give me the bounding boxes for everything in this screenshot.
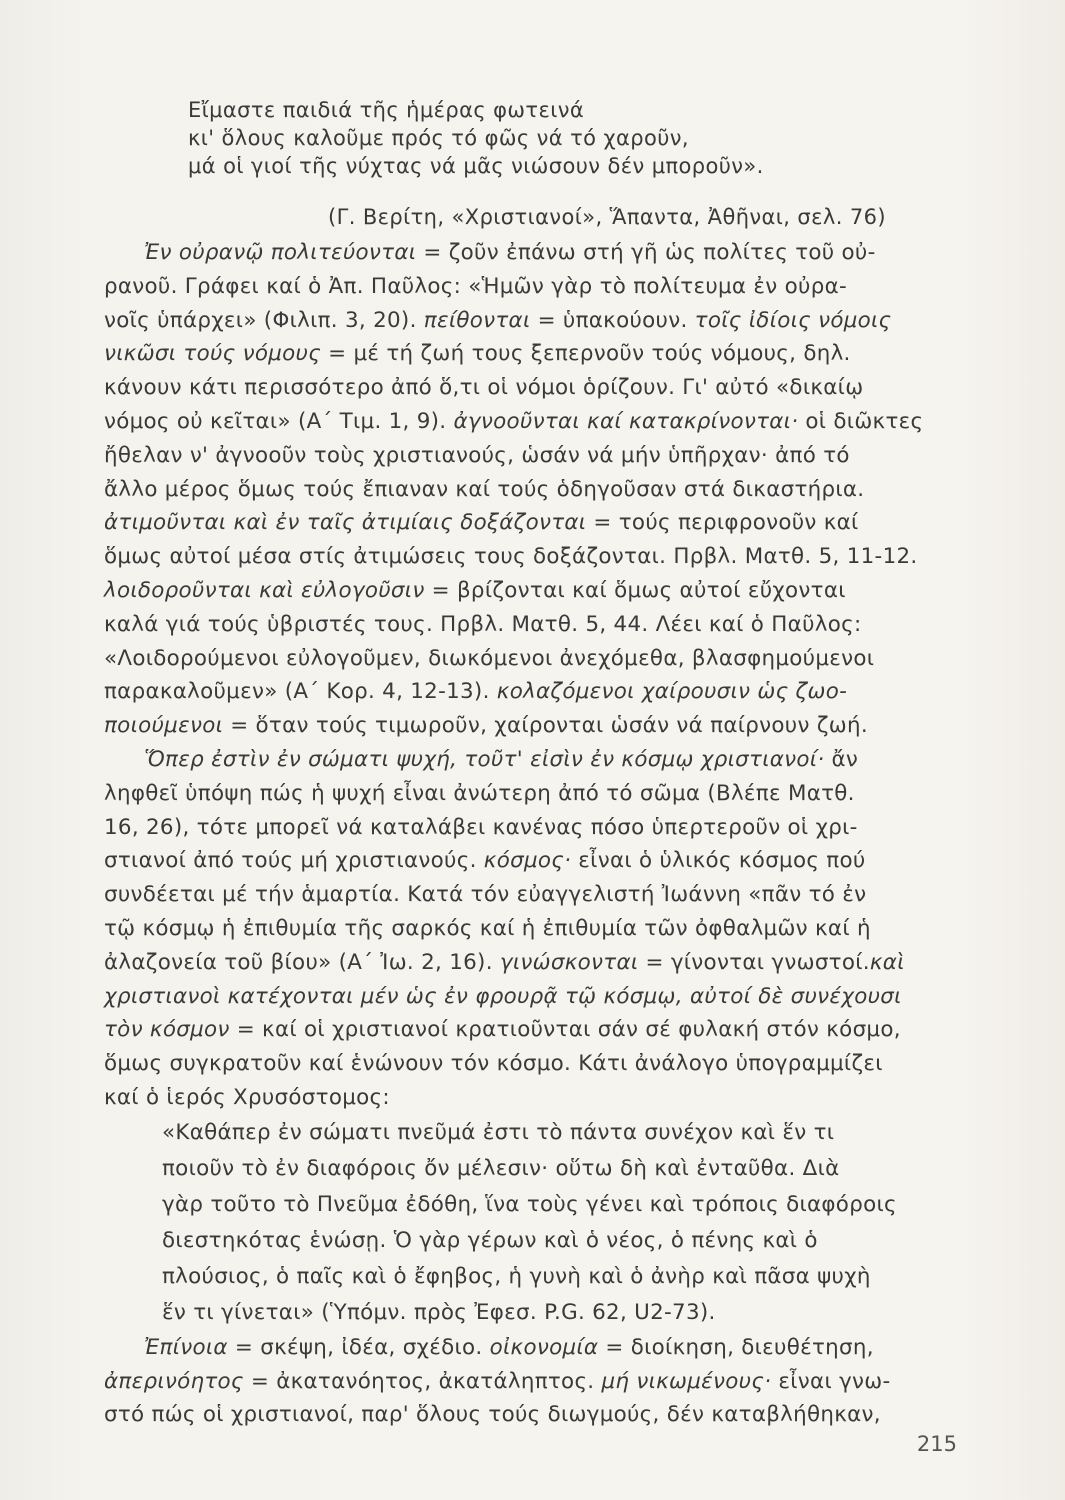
text-line bbox=[104, 574, 966, 608]
text-segment: στιανοί ἀπό τούς μή χριστιανούς. bbox=[104, 848, 484, 874]
italic-term: πείθονται bbox=[423, 307, 531, 333]
page-number: 215 bbox=[916, 1432, 957, 1456]
text-line bbox=[104, 878, 966, 912]
text-line bbox=[104, 540, 966, 574]
italic-term: ἀτιμοῦνται καὶ ἐν ταῖς ἀτιμίαις δοξάζονται bbox=[104, 510, 587, 536]
quote-line: ποιοῦν τὸ ἐν διαφόροις ὄν μέλεσιν· οὕτω δὴ καὶ ἐνταῦθα. Διὰ bbox=[162, 1155, 840, 1181]
text-segment: εἶναι ὁ ὑλικός κόσμος πού bbox=[571, 848, 866, 874]
text-line bbox=[104, 304, 966, 338]
text-line bbox=[104, 709, 966, 743]
text-line bbox=[104, 1013, 966, 1047]
poem-block bbox=[188, 96, 764, 180]
text-line bbox=[104, 912, 966, 946]
text-segment: ληφθεῖ ὑπόψη πώς ἡ ψυχή εἶναι ἀνώτερη ἀπό τό σῶμα (Βλέπε Ματθ. bbox=[104, 780, 855, 806]
text-line bbox=[104, 777, 966, 811]
text-line bbox=[104, 439, 966, 473]
text-line bbox=[104, 337, 966, 371]
text-segment: ἄλλο μέρος ὅμως τούς ἔπιαναν καί τούς ὁδηγοῦσαν στά δικαστήρια. bbox=[104, 476, 865, 502]
text-segment: = ὑπακούουν. bbox=[530, 307, 695, 333]
text-line bbox=[104, 405, 966, 439]
quote-line: πλούσιος, ὁ παῖς καὶ ὁ ἔφηβος, ἡ γυνὴ καὶ ὁ ἀνὴρ καὶ πᾶσα ψυχὴ bbox=[162, 1263, 871, 1289]
quote-line: γὰρ τοῦτο τὸ Πνεῦμα ἐδόθη, ἵνα τοὺς γένει καὶ τρόποις διαφόροις bbox=[162, 1191, 897, 1217]
text-segment: καί ὁ ἱερός Χρυσόστομος: bbox=[104, 1084, 390, 1110]
text-segment: ὅμως αὐτοί μέσα στίς ἀτιμώσεις τους δοξάζονται. Πρβλ. Ματθ. 5, 11-12. bbox=[104, 544, 918, 570]
text-line bbox=[104, 270, 966, 304]
text-segment: ἀλαζονεία τοῦ βίου» (Α΄ Ἰω. 2, 16). bbox=[104, 949, 500, 975]
italic-term: Ὅπερ ἐστὶν ἐν σώματι ψυχή, τοῦτ' εἰσὶν ἐν κόσμῳ χριστιανοί· bbox=[144, 746, 825, 772]
quote-line: ἕν τι γίνεται» (Ὑπόμν. πρὸς Ἐφεσ. P.G. 62, U2-73). bbox=[162, 1299, 716, 1325]
text-segment: = ἀκατανόητος, ἀκατάληπτος. bbox=[243, 1368, 602, 1394]
text-segment: ἤθελαν ν' ἀγνοοῦν τοὺς χριστιανούς, ὡσάν νά μήν ὑπῆρχαν· ἀπό τό bbox=[104, 442, 850, 468]
text-line bbox=[104, 371, 966, 405]
quote-line: διεστηκότας ἑνώσῃ. Ὁ γὰρ γέρων καὶ ὁ νέος, ὁ πένης καὶ ὁ bbox=[162, 1227, 818, 1253]
italic-term: τὸν κόσμον bbox=[104, 1017, 230, 1043]
text-segment: 16, 26), τότε μπορεῖ νά καταλάβει κανένας πόσο ὑπερτεροῦν οἱ χρι- bbox=[104, 814, 858, 840]
text-line bbox=[104, 506, 966, 540]
commentary-lines bbox=[104, 236, 966, 1115]
italic-term: τοῖς ἰδίοις νόμοις bbox=[694, 307, 892, 333]
text-segment: = γίνονται γνωστοί. bbox=[638, 949, 870, 975]
text-segment: = μέ τή ζωή τους ξεπερνοῦν τούς νόμους, δηλ. bbox=[321, 341, 851, 367]
text-segment: = σκέψη, ἰδέα, σχέδιο. bbox=[227, 1334, 490, 1360]
text-segment: οἱ διῶκτες bbox=[798, 408, 924, 434]
text-line bbox=[104, 946, 966, 980]
poem-line: κι' ὅλους καλοῦμε πρός τό φῶς νά τό χαροῦν, bbox=[188, 126, 689, 150]
italic-term: νικῶσι τούς νόμους bbox=[104, 341, 322, 367]
italic-term: οἰκονομία bbox=[489, 1334, 599, 1360]
poem-citation: (Γ. Βερίτη, «Χριστιανοί», Ἅπαντα, Ἀθῆναι, σελ. 76) bbox=[328, 205, 886, 229]
text-line bbox=[104, 642, 966, 676]
text-segment: «Λοιδορούμενοι εὐλογοῦμεν, διωκόμενοι ἀνεχόμεθα, βλασφημούμενοι bbox=[104, 645, 875, 671]
text-line bbox=[104, 844, 966, 878]
text-line bbox=[104, 1081, 966, 1115]
text-line bbox=[104, 1398, 966, 1432]
text-line bbox=[104, 608, 966, 642]
text-segment: συνδέεται μέ τήν ἁμαρτία. Κατά τόν εὐαγγελιστή Ἰωάννη «πᾶν τό ἐν bbox=[104, 882, 867, 908]
italic-term: Ἐπίνοια bbox=[144, 1334, 228, 1360]
text-segment: καλά γιά τούς ὑβριστές τους. Πρβλ. Ματθ. 5, 44. Λέει καί ὁ Παῦλος: bbox=[104, 611, 862, 637]
italic-term: χριστιανοὶ κατέχονται μέν ὡς ἐν φρουρᾷ τῷ κόσμῳ, αὐτοί δὲ συνέχουσι bbox=[104, 983, 902, 1009]
text-segment: ρανοῦ. Γράφει καί ὁ Ἀπ. Παῦλος: «Ἡμῶν γὰρ τὸ πολίτευμα ἐν οὐρα- bbox=[104, 273, 847, 299]
text-segment: τῷ κόσμῳ ἡ ἐπιθυμία τῆς σαρκός καί ἡ ἐπιθυμία τῶν ὀφθαλμῶν καί ἡ bbox=[104, 915, 871, 941]
italic-term: καὶ bbox=[869, 949, 905, 975]
text-line bbox=[104, 1365, 966, 1399]
text-line bbox=[104, 236, 966, 270]
text-line bbox=[104, 743, 966, 777]
chrysostom-quote bbox=[104, 1115, 966, 1331]
text-segment: ἄν bbox=[824, 746, 859, 772]
text-segment: εἶναι γνω- bbox=[771, 1368, 891, 1394]
text-segment: = καί οἱ χριστιανοί κρατιοῦνται σάν σέ φυλακή στόν κόσμο, bbox=[229, 1017, 901, 1043]
text-line bbox=[104, 473, 966, 507]
text-line bbox=[104, 1047, 966, 1081]
text-segment: στό πώς οἱ χριστιανοί, παρ' ὅλους τούς διωγμούς, δέν καταβλήθηκαν, bbox=[104, 1402, 881, 1428]
italic-term: γινώσκονται bbox=[499, 949, 639, 975]
commentary-text bbox=[104, 236, 966, 1432]
text-segment: κάνουν κάτι περισσότερο ἀπό ὅ,τι οἱ νόμοι ὁρίζουν. Γι' αὐτό «δικαίῳ bbox=[104, 375, 864, 401]
text-segment: = ὅταν τούς τιμωροῦν, χαίρονται ὡσάν νά παίρνουν ζωή. bbox=[223, 713, 868, 739]
text-line bbox=[104, 811, 966, 845]
italic-term: ἀγνοοῦνται καί κατακρίνονται· bbox=[453, 408, 799, 434]
text-segment: παρακαλοῦμεν» (Α΄ Κορ. 4, 12-13). bbox=[104, 679, 497, 705]
quote-line: «Καθάπερ ἐν σώματι πνεῦμά ἐστι τὸ πάντα συνέχον καὶ ἕν τι bbox=[162, 1119, 835, 1145]
text-segment: = βρίζονται καί ὅμως αὐτοί εὔχονται bbox=[424, 577, 846, 603]
text-segment: = διοίκηση, διευθέτηση, bbox=[598, 1334, 874, 1360]
italic-term: κολαζόμενοι χαίρουσιν ὡς ζωο- bbox=[496, 679, 848, 705]
text-line bbox=[104, 675, 966, 709]
poem-line: μά οἱ γιοί τῆς νύχτας νά μᾶς νιώσουν δέν μποροῦν». bbox=[188, 154, 764, 178]
poem-line: Εἴμαστε παιδιά τῆς ἡμέρας φωτεινά bbox=[188, 98, 585, 122]
text-segment: = τούς περιφρονοῦν καί bbox=[586, 510, 859, 536]
text-segment: = ζοῦν ἐπάνω στή γῆ ὡς πολίτες τοῦ οὐ- bbox=[416, 240, 876, 265]
closing-lines bbox=[104, 1331, 966, 1432]
italic-term: ἀπερινόητος bbox=[104, 1368, 244, 1394]
italic-term: λοιδοροῦνται καὶ εὐλογοῦσιν bbox=[104, 577, 425, 603]
text-line bbox=[104, 1331, 966, 1365]
text-segment: ὅμως συγκρατοῦν καί ἑνώνουν τόν κόσμο. Κάτι ἀνάλογο ὑπογραμμίζει bbox=[104, 1051, 883, 1077]
italic-term: μή νικωμένους· bbox=[601, 1368, 772, 1394]
text-line bbox=[104, 980, 966, 1014]
italic-term: Ἐν οὐρανῷ πολιτεύονται bbox=[144, 240, 417, 265]
text-segment: νοῖς ὑπάρχει» (Φιλιπ. 3, 20). bbox=[104, 307, 424, 333]
italic-term: κόσμος· bbox=[483, 848, 572, 874]
italic-term: ποιούμενοι bbox=[104, 713, 224, 739]
text-segment: νόμος οὐ κεῖται» (Α΄ Τιμ. 1, 9). bbox=[104, 408, 454, 434]
